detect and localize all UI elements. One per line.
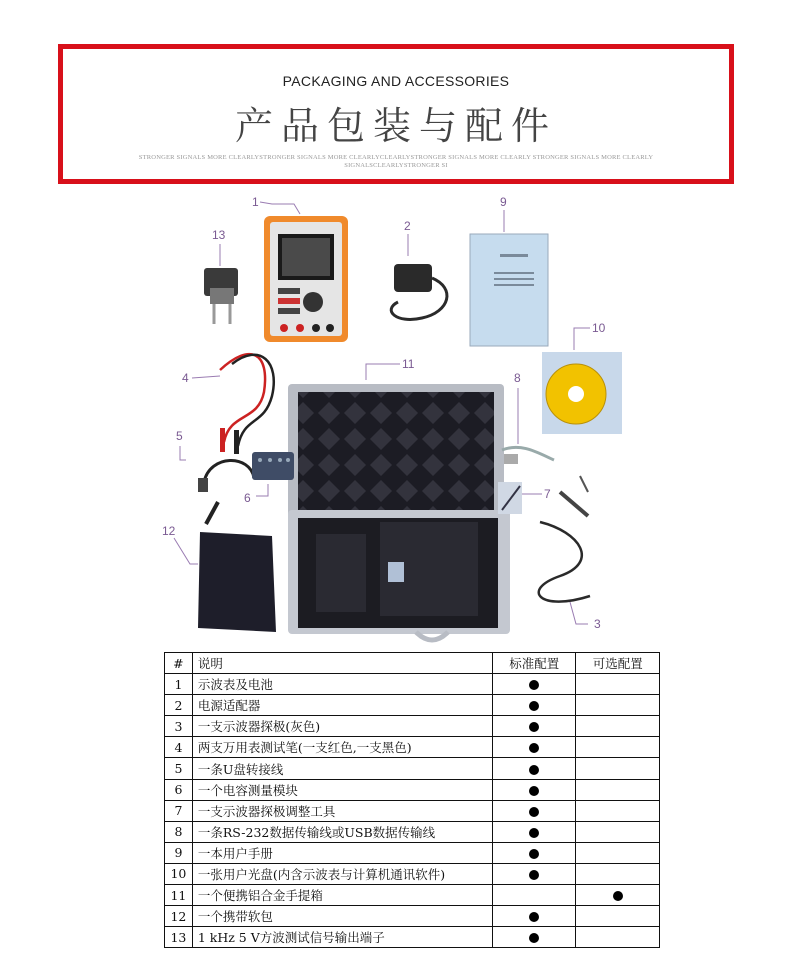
table-row [165, 716, 660, 737]
optional-cell [576, 885, 660, 906]
accessories-table [164, 652, 660, 948]
row-number: 4 [165, 737, 193, 758]
table-row [165, 758, 660, 779]
row-number: 1 [165, 674, 193, 695]
item-label-8: 8 [514, 371, 521, 385]
row-number: 5 [165, 758, 193, 779]
optional-cell [576, 758, 660, 779]
standard-cell [492, 842, 576, 863]
row-description: 一支示波器探极调整工具 [192, 800, 492, 821]
row-description: 一本用户手册 [192, 842, 492, 863]
table-row [165, 674, 660, 695]
title-english: PACKAGING AND ACCESSORIES [282, 73, 510, 89]
optional-cell [576, 863, 660, 884]
item-label-9: 9 [500, 195, 507, 209]
optional-cell [576, 821, 660, 842]
row-description: 两支万用表测试笔(一支红色,一支黑色) [192, 737, 492, 758]
included-dot-icon [529, 933, 539, 943]
table-row [165, 885, 660, 906]
row-description: 一个携带软包 [192, 906, 492, 927]
item-label-7: 7 [544, 487, 551, 501]
standard-cell [492, 800, 576, 821]
item-label-10: 10 [592, 321, 606, 335]
capacitance-module-item [252, 452, 294, 480]
table-row [165, 863, 660, 884]
title-chinese: 产品包装与配件 [234, 104, 557, 148]
table-body [165, 674, 660, 948]
included-dot-icon [529, 743, 539, 753]
accessories-photo [160, 192, 630, 647]
optional-cell [576, 779, 660, 800]
included-dot-icon [529, 786, 539, 796]
row-number: 2 [165, 695, 193, 716]
row-number: 6 [165, 779, 193, 800]
standard-cell [492, 885, 576, 906]
row-number: 3 [165, 716, 193, 737]
item-label-2: 2 [404, 219, 411, 233]
standard-cell [492, 758, 576, 779]
header-banner [58, 44, 734, 184]
item-label-6: 6 [244, 491, 251, 505]
row-description: 一个便携铝合金手提箱 [192, 885, 492, 906]
optional-cell [576, 695, 660, 716]
item-label-12: 12 [162, 524, 176, 538]
header-number: # [165, 653, 193, 674]
included-dot-icon [529, 912, 539, 922]
included-dot-icon [529, 807, 539, 817]
included-dot-icon [529, 701, 539, 711]
item-label-3: 3 [594, 617, 601, 631]
table-row [165, 779, 660, 800]
row-number: 13 [165, 927, 193, 948]
header-description: 说明 [192, 653, 492, 674]
included-dot-icon [529, 828, 539, 838]
table-header-row [165, 653, 660, 674]
optional-cell [576, 716, 660, 737]
row-number: 9 [165, 842, 193, 863]
item-label-4: 4 [182, 371, 189, 385]
standard-cell [492, 821, 576, 842]
included-dot-icon [529, 849, 539, 859]
table-row [165, 800, 660, 821]
optional-cell [576, 842, 660, 863]
standard-cell [492, 779, 576, 800]
optional-cell [576, 800, 660, 821]
header-standard: 标准配置 [492, 653, 576, 674]
table-row [165, 927, 660, 948]
included-dot-icon [529, 765, 539, 775]
item-label-5: 5 [176, 429, 183, 443]
row-description: 电源适配器 [192, 695, 492, 716]
data-cable-item [502, 447, 554, 464]
user-cd-item [542, 352, 622, 434]
optional-cell [576, 906, 660, 927]
test-terminal-item [204, 268, 238, 324]
row-number: 7 [165, 800, 193, 821]
usb-adapter-cable-item [198, 460, 254, 492]
aluminum-case-item [288, 384, 510, 640]
table-row [165, 821, 660, 842]
optional-cell [576, 927, 660, 948]
user-manual-item [470, 234, 548, 346]
optional-cell [576, 737, 660, 758]
row-number: 8 [165, 821, 193, 842]
oscilloscope-item [264, 216, 348, 342]
standard-cell [492, 906, 576, 927]
power-adapter-item [391, 264, 447, 319]
standard-cell [492, 695, 576, 716]
test-leads-item [220, 354, 274, 454]
row-description: 示波表及电池 [192, 674, 492, 695]
row-description: 一支示波器探极(灰色) [192, 716, 492, 737]
row-description: 一张用户光盘(内含示波表与计算机通讯软件) [192, 863, 492, 884]
standard-cell [492, 737, 576, 758]
table-row [165, 737, 660, 758]
included-dot-icon [613, 891, 623, 901]
soft-bag-item [198, 502, 276, 632]
included-dot-icon [529, 870, 539, 880]
standard-cell [492, 674, 576, 695]
probe-adjust-tool-item [498, 482, 522, 514]
row-description: 一个电容测量模块 [192, 779, 492, 800]
row-number: 12 [165, 906, 193, 927]
table-row [165, 695, 660, 716]
table-row [165, 842, 660, 863]
row-description: 1 kHz 5 V方波测试信号输出端子 [192, 927, 492, 948]
item-label-11: 11 [402, 357, 415, 371]
item-label-13: 13 [212, 228, 226, 242]
row-number: 11 [165, 885, 193, 906]
row-description: 一条U盘转接线 [192, 758, 492, 779]
optional-cell [576, 674, 660, 695]
row-number: 10 [165, 863, 193, 884]
included-dot-icon [529, 722, 539, 732]
included-dot-icon [529, 680, 539, 690]
tagline: STRONGER SIGNALS MORE CLEARLYSTRONGER SIGNALS MORE CLEARLYCLEARLYSTRONGER SIGNALS MORE CLEARLY STRONGER SIGNALS MORE CLEARLY SIGNALSCLEARLYSTRONGER SI [138, 154, 654, 169]
item-label-1: 1 [252, 195, 259, 209]
standard-cell [492, 927, 576, 948]
standard-cell [492, 716, 576, 737]
standard-cell [492, 863, 576, 884]
header-optional: 可选配置 [576, 653, 660, 674]
table-row [165, 906, 660, 927]
row-description: 一条RS-232数据传输线或USB数据传输线 [192, 821, 492, 842]
